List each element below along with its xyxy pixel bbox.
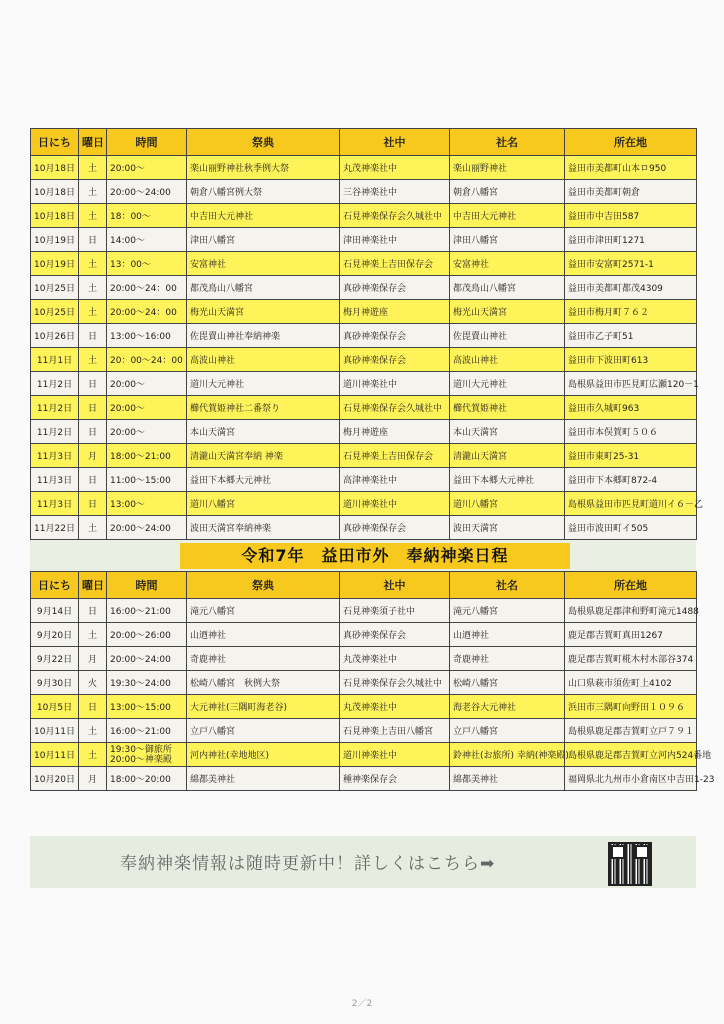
cell-group: 道川神楽社中 bbox=[340, 492, 450, 516]
cell-date: 10月18日 bbox=[31, 180, 79, 204]
cell-shrine: 道川八幡宮 bbox=[450, 492, 565, 516]
cell-group: 三谷神楽社中 bbox=[340, 180, 450, 204]
cell-day: 土 bbox=[79, 156, 107, 180]
section-banner: 令和7年 益田市外 奉納神楽日程 bbox=[180, 543, 570, 569]
cell-group: 道川神楽社中 bbox=[340, 372, 450, 396]
cell-group: 丸茂神楽社中 bbox=[340, 695, 450, 719]
cell-date: 11月1日 bbox=[31, 348, 79, 372]
cell-addr: 益田市下波田町613 bbox=[565, 348, 697, 372]
cell-addr: 福岡県北九州市小倉南区中吉田1-23 bbox=[565, 767, 697, 791]
cell-shrine: 奇鹿神社 bbox=[450, 647, 565, 671]
cell-date: 10月5日 bbox=[31, 695, 79, 719]
column-header: 所在地 bbox=[565, 572, 697, 599]
cell-addr: 益田市美都町朝倉 bbox=[565, 180, 697, 204]
cell-shrine: 山迺神社 bbox=[450, 623, 565, 647]
cell-shrine: 清瀧山天満宮 bbox=[450, 444, 565, 468]
cell-shrine: 海老谷大元神社 bbox=[450, 695, 565, 719]
cell-addr: 山口県萩市須佐町上4102 bbox=[565, 671, 697, 695]
cell-time: 13:00～15:00 bbox=[107, 695, 187, 719]
table-row bbox=[31, 516, 697, 540]
cell-addr: 益田市中吉田587 bbox=[565, 204, 697, 228]
table-row bbox=[31, 156, 697, 180]
column-header: 社中 bbox=[340, 572, 450, 599]
cell-event: 河内神社(幸地地区) bbox=[187, 743, 340, 767]
cell-group: 石見神楽保存会久城社中 bbox=[340, 396, 450, 420]
cell-group: 石見神楽保存会久城社中 bbox=[340, 671, 450, 695]
cell-day: 月 bbox=[79, 444, 107, 468]
cell-time: 20:00～24:00 bbox=[107, 647, 187, 671]
cell-addr: 益田市美都町都茂4309 bbox=[565, 276, 697, 300]
table-row bbox=[31, 444, 697, 468]
cell-event: 奇鹿神社 bbox=[187, 647, 340, 671]
cell-date: 10月18日 bbox=[31, 156, 79, 180]
cell-day: 日 bbox=[79, 492, 107, 516]
cell-group: 高津神楽社中 bbox=[340, 468, 450, 492]
cell-group: 真砂神楽保存会 bbox=[340, 623, 450, 647]
cell-time: 20:00～24:00 bbox=[107, 516, 187, 540]
cell-day: 土 bbox=[79, 276, 107, 300]
column-header: 祭典 bbox=[187, 129, 340, 156]
cell-time-line: 19:30～御旅所 bbox=[110, 744, 172, 755]
cell-time: 16:00～21:00 bbox=[107, 719, 187, 743]
column-header: 社名 bbox=[450, 572, 565, 599]
table-row bbox=[31, 300, 697, 324]
cell-day: 土 bbox=[79, 180, 107, 204]
header-row bbox=[31, 572, 697, 599]
cell-time-line: 20:00～神楽殿 bbox=[110, 754, 172, 765]
cell-shrine: 益田下本郷大元神社 bbox=[450, 468, 565, 492]
cell-date: 9月22日 bbox=[31, 647, 79, 671]
column-header: 祭典 bbox=[187, 572, 340, 599]
cell-time: 13:00～16:00 bbox=[107, 324, 187, 348]
column-header: 社中 bbox=[340, 129, 450, 156]
cell-date: 9月20日 bbox=[31, 623, 79, 647]
cell-date: 11月22日 bbox=[31, 516, 79, 540]
table-row bbox=[31, 743, 697, 767]
footer-banner bbox=[30, 836, 696, 888]
cell-addr: 益田市津田町1271 bbox=[565, 228, 697, 252]
cell-day: 月 bbox=[79, 767, 107, 791]
cell-addr: 益田市梅月町７６２ bbox=[565, 300, 697, 324]
cell-shrine: 立戸八幡宮 bbox=[450, 719, 565, 743]
cell-addr: 益田市波田町イ505 bbox=[565, 516, 697, 540]
table-row bbox=[31, 468, 697, 492]
cell-event: 都茂鳥山八幡宮 bbox=[187, 276, 340, 300]
column-header: 日にち bbox=[31, 572, 79, 599]
header-row bbox=[31, 129, 697, 156]
cell-addr: 益田市下本郷町872-4 bbox=[565, 468, 697, 492]
column-header: 日にち bbox=[31, 129, 79, 156]
cell-shrine: 波田天満宮 bbox=[450, 516, 565, 540]
cell-time bbox=[107, 743, 187, 767]
cell-event: 安富神社 bbox=[187, 252, 340, 276]
column-header: 所在地 bbox=[565, 129, 697, 156]
cell-group: 梅月神遊座 bbox=[340, 300, 450, 324]
cell-day: 土 bbox=[79, 300, 107, 324]
cell-day: 日 bbox=[79, 396, 107, 420]
cell-group: 種神楽保存会 bbox=[340, 767, 450, 791]
cell-time: 20:00～ bbox=[107, 372, 187, 396]
table-row bbox=[31, 767, 697, 791]
cell-event: 道川大元神社 bbox=[187, 372, 340, 396]
table-row bbox=[31, 671, 697, 695]
cell-time: 20:00～ bbox=[107, 156, 187, 180]
cell-event: 波田天満宮奉納神楽 bbox=[187, 516, 340, 540]
cell-time: 19:30～24:00 bbox=[107, 671, 187, 695]
cell-date: 10月11日 bbox=[31, 719, 79, 743]
cell-group: 真砂神楽保存会 bbox=[340, 516, 450, 540]
cell-event: 山迺神社 bbox=[187, 623, 340, 647]
cell-day: 日 bbox=[79, 324, 107, 348]
cell-group: 丸茂神楽社中 bbox=[340, 647, 450, 671]
table-row bbox=[31, 348, 697, 372]
cell-date: 10月18日 bbox=[31, 204, 79, 228]
cell-date: 9月14日 bbox=[31, 599, 79, 623]
cell-group: 真砂神楽保存会 bbox=[340, 324, 450, 348]
cell-day: 土 bbox=[79, 516, 107, 540]
cell-group: 道川神楽社中 bbox=[340, 743, 450, 767]
cell-day: 土 bbox=[79, 719, 107, 743]
cell-group: 石見神楽上吉田保存会 bbox=[340, 252, 450, 276]
cell-date: 11月2日 bbox=[31, 396, 79, 420]
cell-day: 日 bbox=[79, 372, 107, 396]
cell-addr: 鹿足郡吉賀町真田1267 bbox=[565, 623, 697, 647]
schedule-table-masuda bbox=[30, 128, 704, 540]
table-row bbox=[31, 324, 697, 348]
cell-time: 20:00～ bbox=[107, 420, 187, 444]
cell-event: 清瀧山天満宮奉納 神楽 bbox=[187, 444, 340, 468]
cell-event: 立戸八幡宮 bbox=[187, 719, 340, 743]
table-row bbox=[31, 492, 697, 516]
cell-event: 本山天満宮 bbox=[187, 420, 340, 444]
table-row bbox=[31, 372, 697, 396]
cell-shrine: 綿都美神社 bbox=[450, 767, 565, 791]
cell-group: 梅月神遊座 bbox=[340, 420, 450, 444]
cell-date: 10月20日 bbox=[31, 767, 79, 791]
cell-time: 16:00～21:00 bbox=[107, 599, 187, 623]
cell-day: 月 bbox=[79, 647, 107, 671]
cell-shrine: 櫛代賀姫神社 bbox=[450, 396, 565, 420]
column-header: 曜日 bbox=[79, 572, 107, 599]
cell-day: 日 bbox=[79, 420, 107, 444]
column-header: 社名 bbox=[450, 129, 565, 156]
cell-day: 土 bbox=[79, 348, 107, 372]
cell-addr: 益田市安富町2571-1 bbox=[565, 252, 697, 276]
cell-addr: 益田市久城町963 bbox=[565, 396, 697, 420]
cell-date: 11月3日 bbox=[31, 444, 79, 468]
cell-shrine: 滝元八幡宮 bbox=[450, 599, 565, 623]
cell-date: 10月25日 bbox=[31, 300, 79, 324]
cell-shrine: 松崎八幡宮 bbox=[450, 671, 565, 695]
cell-shrine: 中吉田大元神社 bbox=[450, 204, 565, 228]
cell-event: 綿都美神社 bbox=[187, 767, 340, 791]
cell-time: 20:00～ bbox=[107, 396, 187, 420]
cell-event: 櫛代賀姫神社二番祭り bbox=[187, 396, 340, 420]
cell-group: 津田神楽社中 bbox=[340, 228, 450, 252]
cell-addr: 島根県鹿足郡津和野町滝元1488 bbox=[565, 599, 697, 623]
cell-day: 土 bbox=[79, 743, 107, 767]
schedule-sheet bbox=[30, 128, 715, 791]
cell-event: 朝倉八幡宮例大祭 bbox=[187, 180, 340, 204]
cell-group: 石見神楽上吉田保存会 bbox=[340, 444, 450, 468]
cell-time: 18：00～ bbox=[107, 204, 187, 228]
cell-addr: 益田市乙子町51 bbox=[565, 324, 697, 348]
cell-time: 13:00～ bbox=[107, 492, 187, 516]
cell-day: 日 bbox=[79, 228, 107, 252]
cell-time: 20:00～24：00 bbox=[107, 300, 187, 324]
cell-addr: 益田市本俣賀町５０６ bbox=[565, 420, 697, 444]
table-row bbox=[31, 719, 697, 743]
cell-date: 10月11日 bbox=[31, 743, 79, 767]
cell-shrine: 佐毘賣山神社 bbox=[450, 324, 565, 348]
cell-shrine: 高波山神社 bbox=[450, 348, 565, 372]
table-row bbox=[31, 204, 697, 228]
cell-date: 10月26日 bbox=[31, 324, 79, 348]
cell-event: 佐毘賣山神社奉納神楽 bbox=[187, 324, 340, 348]
cell-date: 11月3日 bbox=[31, 468, 79, 492]
cell-event: 梅光山天満宮 bbox=[187, 300, 340, 324]
cell-day: 日 bbox=[79, 695, 107, 719]
column-header: 時間 bbox=[107, 572, 187, 599]
cell-time: 20:00～26:00 bbox=[107, 623, 187, 647]
table-row bbox=[31, 276, 697, 300]
table-row bbox=[31, 599, 697, 623]
cell-date: 10月25日 bbox=[31, 276, 79, 300]
cell-addr: 島根県益田市匹見町広瀬120－1 bbox=[565, 372, 697, 396]
cell-shrine: 安富神社 bbox=[450, 252, 565, 276]
cell-day: 土 bbox=[79, 623, 107, 647]
banner-row bbox=[30, 540, 696, 571]
cell-addr: 浜田市三隅町向野田１０９６ bbox=[565, 695, 697, 719]
cell-day: 土 bbox=[79, 252, 107, 276]
cell-time: 13：00～ bbox=[107, 252, 187, 276]
cell-shrine: 朝倉八幡宮 bbox=[450, 180, 565, 204]
footer-text: 奉納神楽情報は随時更新中！詳しくはこちら➡ bbox=[120, 854, 496, 874]
cell-date: 11月3日 bbox=[31, 492, 79, 516]
cell-addr: 島根県鹿足郡吉賀町立戸７９１ bbox=[565, 719, 697, 743]
table-row bbox=[31, 623, 697, 647]
cell-time: 18:00～20:00 bbox=[107, 767, 187, 791]
cell-event: 津田八幡宮 bbox=[187, 228, 340, 252]
cell-time: 20：00～24：00 bbox=[107, 348, 187, 372]
table-row bbox=[31, 228, 697, 252]
cell-event: 滝元八幡宮 bbox=[187, 599, 340, 623]
cell-addr: 鹿足郡吉賀町椛木村木部谷374 bbox=[565, 647, 697, 671]
cell-addr: 益田市美都町山本ロ950 bbox=[565, 156, 697, 180]
cell-date: 11月2日 bbox=[31, 372, 79, 396]
cell-event: 高波山神社 bbox=[187, 348, 340, 372]
cell-event: 中吉田大元神社 bbox=[187, 204, 340, 228]
qr-code-icon[interactable] bbox=[608, 842, 652, 886]
cell-group: 丸茂神楽社中 bbox=[340, 156, 450, 180]
cell-group: 石見神楽上吉田八幡宮 bbox=[340, 719, 450, 743]
cell-event: 益田下本郷大元神社 bbox=[187, 468, 340, 492]
cell-addr: 益田市東町25-31 bbox=[565, 444, 697, 468]
cell-event: 松崎八幡宮 秋例大祭 bbox=[187, 671, 340, 695]
table-row bbox=[31, 396, 697, 420]
cell-shrine: 都茂鳥山八幡宮 bbox=[450, 276, 565, 300]
cell-shrine: 道川大元神社 bbox=[450, 372, 565, 396]
schedule-table-outside bbox=[30, 571, 715, 791]
table-row bbox=[31, 695, 697, 719]
cell-day: 日 bbox=[79, 599, 107, 623]
cell-date: 11月2日 bbox=[31, 420, 79, 444]
cell-shrine: 津田八幡宮 bbox=[450, 228, 565, 252]
cell-date: 10月19日 bbox=[31, 252, 79, 276]
cell-group: 真砂神楽保存会 bbox=[340, 276, 450, 300]
cell-shrine: 鈴神社(お旅所) 幸納(神楽殿) bbox=[450, 743, 565, 767]
table-row bbox=[31, 647, 697, 671]
cell-group: 真砂神楽保存会 bbox=[340, 348, 450, 372]
cell-time: 20:00～24:00 bbox=[107, 180, 187, 204]
cell-time: 18:00～21:00 bbox=[107, 444, 187, 468]
table-row bbox=[31, 180, 697, 204]
cell-shrine: 梅光山天満宮 bbox=[450, 300, 565, 324]
cell-addr: 島根県鹿足郡吉賀町立河内524番地 bbox=[565, 743, 697, 767]
cell-time: 11:00～15:00 bbox=[107, 468, 187, 492]
cell-time: 14:00～ bbox=[107, 228, 187, 252]
cell-day: 火 bbox=[79, 671, 107, 695]
page-number: 2／2 bbox=[351, 999, 373, 1009]
column-header: 時間 bbox=[107, 129, 187, 156]
cell-date: 10月19日 bbox=[31, 228, 79, 252]
cell-event: 大元神社(三隅町海老谷) bbox=[187, 695, 340, 719]
cell-group: 石見神楽須子社中 bbox=[340, 599, 450, 623]
cell-time: 20:00～24：00 bbox=[107, 276, 187, 300]
cell-date: 9月30日 bbox=[31, 671, 79, 695]
cell-event: 道川八幡宮 bbox=[187, 492, 340, 516]
cell-group: 石見神楽保存会久城社中 bbox=[340, 204, 450, 228]
cell-event: 楽山丽野神社秋季例大祭 bbox=[187, 156, 340, 180]
cell-addr: 島根県益田市匹見町道川イ６－乙 bbox=[565, 492, 697, 516]
cell-day: 土 bbox=[79, 204, 107, 228]
cell-day: 日 bbox=[79, 468, 107, 492]
cell-shrine: 本山天満宮 bbox=[450, 420, 565, 444]
table-row bbox=[31, 420, 697, 444]
cell-shrine: 楽山丽野神社 bbox=[450, 156, 565, 180]
table-row bbox=[31, 252, 697, 276]
column-header: 曜日 bbox=[79, 129, 107, 156]
